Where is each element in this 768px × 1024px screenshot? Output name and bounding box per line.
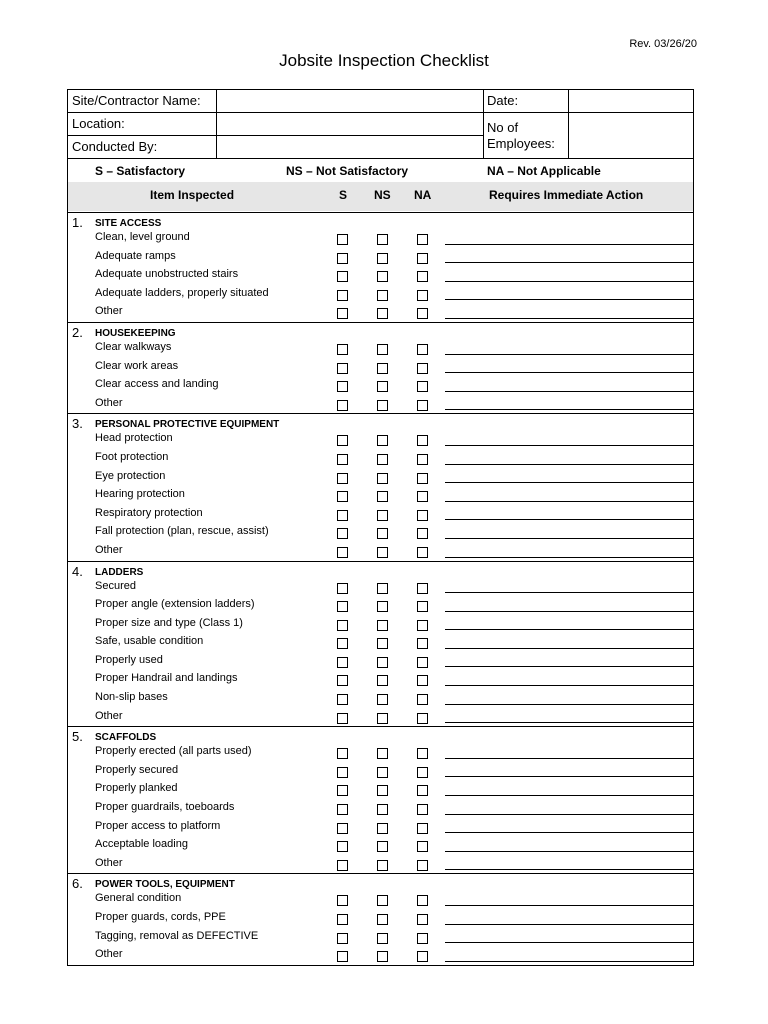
not-applicable-checkbox[interactable] bbox=[417, 767, 428, 778]
item-label: Non-slip bases bbox=[95, 691, 168, 704]
action-line-field[interactable] bbox=[445, 262, 693, 263]
action-line-field[interactable] bbox=[445, 501, 693, 502]
item-label: Other bbox=[95, 396, 123, 409]
item-label: Other bbox=[95, 948, 123, 961]
item-label: Head protection bbox=[95, 432, 173, 445]
satisfactory-checkbox[interactable] bbox=[337, 657, 348, 668]
action-line-field[interactable] bbox=[445, 869, 693, 870]
checklist-row bbox=[68, 689, 693, 708]
not-satisfactory-checkbox[interactable] bbox=[377, 895, 388, 906]
section-title bbox=[68, 414, 693, 430]
satisfactory-checkbox[interactable] bbox=[337, 435, 348, 446]
action-line-field[interactable] bbox=[445, 722, 693, 723]
satisfactory-checkbox[interactable] bbox=[337, 234, 348, 245]
action-line-field[interactable] bbox=[445, 685, 693, 686]
satisfactory-checkbox[interactable] bbox=[337, 400, 348, 411]
checklist-row bbox=[68, 523, 693, 542]
action-line-field[interactable] bbox=[445, 961, 693, 962]
checklist-row bbox=[68, 229, 693, 248]
item-label: Properly used bbox=[95, 653, 163, 666]
satisfactory-checkbox[interactable] bbox=[337, 528, 348, 539]
section-title bbox=[68, 213, 693, 229]
action-line-field[interactable] bbox=[445, 391, 693, 392]
action-line-field[interactable] bbox=[445, 776, 693, 777]
not-satisfactory-checkbox[interactable] bbox=[377, 290, 388, 301]
satisfactory-checkbox[interactable] bbox=[337, 785, 348, 796]
site-contractor-field[interactable] bbox=[220, 93, 478, 111]
divider bbox=[568, 90, 569, 158]
item-label: Hearing protection bbox=[95, 488, 185, 501]
not-satisfactory-checkbox[interactable] bbox=[377, 547, 388, 558]
action-line-field[interactable] bbox=[445, 445, 693, 446]
not-applicable-checkbox[interactable] bbox=[417, 381, 428, 392]
item-label: Adequate ladders, properly situated bbox=[95, 286, 269, 299]
not-satisfactory-checkbox[interactable] bbox=[377, 767, 388, 778]
item-label: Adequate unobstructed stairs bbox=[95, 268, 239, 281]
item-label: Proper access to platform bbox=[95, 819, 221, 832]
not-applicable-checkbox[interactable] bbox=[417, 748, 428, 759]
item-label: Foot protection bbox=[95, 450, 169, 463]
not-applicable-checkbox[interactable] bbox=[417, 344, 428, 355]
checklist-row bbox=[68, 762, 693, 781]
item-label: Proper angle (extension ladders) bbox=[95, 598, 255, 611]
section bbox=[68, 213, 693, 323]
checklist-row bbox=[68, 890, 693, 909]
section-name: PERSONAL PROTECTIVE EQUIPMENT bbox=[95, 419, 280, 431]
not-satisfactory-checkbox[interactable] bbox=[377, 804, 388, 815]
item-label: Other bbox=[95, 305, 123, 318]
not-applicable-checkbox[interactable] bbox=[417, 823, 428, 834]
not-applicable-checkbox[interactable] bbox=[417, 435, 428, 446]
not-applicable-checkbox[interactable] bbox=[417, 657, 428, 668]
item-label: Adequate ramps bbox=[95, 249, 176, 262]
section-name: POWER TOOLS, EQUIPMENT bbox=[95, 879, 235, 891]
divider bbox=[68, 112, 483, 113]
action-line-field[interactable] bbox=[445, 611, 693, 612]
divider bbox=[216, 90, 217, 158]
checklist-row bbox=[68, 615, 693, 634]
section-name: HOUSEKEEPING bbox=[95, 327, 176, 339]
satisfactory-checkbox[interactable] bbox=[337, 860, 348, 871]
section-number: 6. bbox=[72, 876, 83, 892]
checklist-row bbox=[68, 578, 693, 597]
action-line-field[interactable] bbox=[445, 905, 693, 906]
satisfactory-checkbox[interactable] bbox=[337, 363, 348, 374]
header-block bbox=[68, 90, 693, 213]
col-item-inspected: Item Inspected bbox=[150, 188, 235, 202]
action-line-field[interactable] bbox=[445, 519, 693, 520]
action-line-field[interactable] bbox=[445, 464, 693, 465]
action-line-field[interactable] bbox=[445, 281, 693, 282]
checklist-row bbox=[68, 855, 693, 874]
item-label: Proper size and type (Class 1) bbox=[95, 616, 243, 629]
satisfactory-checkbox[interactable] bbox=[337, 308, 348, 319]
col-s: S bbox=[339, 188, 348, 202]
divider bbox=[68, 158, 693, 159]
not-applicable-checkbox[interactable] bbox=[417, 675, 428, 686]
not-applicable-checkbox[interactable] bbox=[417, 638, 428, 649]
satisfactory-checkbox[interactable] bbox=[337, 914, 348, 925]
not-satisfactory-checkbox[interactable] bbox=[377, 510, 388, 521]
not-satisfactory-checkbox[interactable] bbox=[377, 951, 388, 962]
satisfactory-checkbox[interactable] bbox=[337, 748, 348, 759]
satisfactory-checkbox[interactable] bbox=[337, 601, 348, 612]
not-applicable-checkbox[interactable] bbox=[417, 713, 428, 724]
not-satisfactory-checkbox[interactable] bbox=[377, 528, 388, 539]
checklist-row bbox=[68, 248, 693, 267]
checklist-row bbox=[68, 339, 693, 358]
satisfactory-checkbox[interactable] bbox=[337, 344, 348, 355]
not-satisfactory-checkbox[interactable] bbox=[377, 344, 388, 355]
not-satisfactory-checkbox[interactable] bbox=[377, 473, 388, 484]
action-line-field[interactable] bbox=[445, 372, 693, 373]
action-line-field[interactable] bbox=[445, 648, 693, 649]
not-satisfactory-checkbox[interactable] bbox=[377, 860, 388, 871]
not-applicable-checkbox[interactable] bbox=[417, 620, 428, 631]
checklist-sections bbox=[68, 213, 693, 965]
action-line-field[interactable] bbox=[445, 758, 693, 759]
page-title: Jobsite Inspection Checklist bbox=[279, 51, 489, 70]
not-satisfactory-checkbox[interactable] bbox=[377, 253, 388, 264]
date-label: Date: bbox=[487, 93, 519, 108]
not-applicable-checkbox[interactable] bbox=[417, 841, 428, 852]
section-number: 4. bbox=[72, 563, 83, 579]
divider bbox=[483, 112, 693, 113]
checklist-row bbox=[68, 946, 693, 965]
action-line-field[interactable] bbox=[445, 557, 693, 558]
checklist-row bbox=[68, 358, 693, 377]
action-line-field[interactable] bbox=[445, 299, 693, 300]
satisfactory-checkbox[interactable] bbox=[337, 583, 348, 594]
not-satisfactory-checkbox[interactable] bbox=[377, 914, 388, 925]
not-applicable-checkbox[interactable] bbox=[417, 860, 428, 871]
satisfactory-checkbox[interactable] bbox=[337, 638, 348, 649]
checklist-row bbox=[68, 395, 693, 414]
date-field[interactable] bbox=[572, 93, 690, 111]
action-line-field[interactable] bbox=[445, 704, 693, 705]
satisfactory-checkbox[interactable] bbox=[337, 804, 348, 815]
satisfactory-checkbox[interactable] bbox=[337, 454, 348, 465]
not-satisfactory-checkbox[interactable] bbox=[377, 234, 388, 245]
checklist-row bbox=[68, 670, 693, 689]
checklist-row bbox=[68, 633, 693, 652]
not-applicable-checkbox[interactable] bbox=[417, 491, 428, 502]
item-label: Respiratory protection bbox=[95, 506, 203, 519]
employees-field[interactable] bbox=[572, 116, 690, 154]
not-applicable-checkbox[interactable] bbox=[417, 528, 428, 539]
not-applicable-checkbox[interactable] bbox=[417, 510, 428, 521]
item-label: Clear walkways bbox=[95, 340, 172, 353]
section-title bbox=[68, 874, 693, 890]
not-satisfactory-checkbox[interactable] bbox=[377, 601, 388, 612]
item-label: General condition bbox=[95, 892, 182, 905]
action-line-field[interactable] bbox=[445, 851, 693, 852]
satisfactory-checkbox[interactable] bbox=[337, 767, 348, 778]
site-contractor-label: Site/Contractor Name: bbox=[72, 93, 201, 108]
not-applicable-checkbox[interactable] bbox=[417, 583, 428, 594]
satisfactory-checkbox[interactable] bbox=[337, 491, 348, 502]
action-line-field[interactable] bbox=[445, 538, 693, 539]
satisfactory-checkbox[interactable] bbox=[337, 290, 348, 301]
section bbox=[68, 727, 693, 874]
checklist-row bbox=[68, 505, 693, 524]
item-label: Other bbox=[95, 543, 123, 556]
action-line-field[interactable] bbox=[445, 629, 693, 630]
not-satisfactory-checkbox[interactable] bbox=[377, 694, 388, 705]
column-header bbox=[68, 182, 693, 211]
checklist-row bbox=[68, 743, 693, 762]
action-line-field[interactable] bbox=[445, 666, 693, 667]
satisfactory-checkbox[interactable] bbox=[337, 271, 348, 282]
item-label: Proper guards, cords, PPE bbox=[95, 911, 226, 923]
section bbox=[68, 874, 693, 964]
col-na: NA bbox=[414, 188, 432, 202]
not-applicable-checkbox[interactable] bbox=[417, 363, 428, 374]
action-line-field[interactable] bbox=[445, 795, 693, 796]
checklist-row bbox=[68, 799, 693, 818]
location-field[interactable] bbox=[220, 116, 478, 134]
not-satisfactory-checkbox[interactable] bbox=[377, 823, 388, 834]
not-satisfactory-checkbox[interactable] bbox=[377, 841, 388, 852]
revision-date: Rev. 03/26/20 bbox=[629, 38, 697, 50]
satisfactory-checkbox[interactable] bbox=[337, 253, 348, 264]
action-line-field[interactable] bbox=[445, 354, 693, 355]
divider bbox=[68, 135, 216, 136]
checklist-row bbox=[68, 303, 693, 322]
satisfactory-checkbox[interactable] bbox=[337, 694, 348, 705]
satisfactory-checkbox[interactable] bbox=[337, 895, 348, 906]
col-requires-action: Requires Immediate Action bbox=[489, 188, 644, 202]
checklist-row bbox=[68, 596, 693, 615]
action-line-field[interactable] bbox=[445, 814, 693, 815]
not-satisfactory-checkbox[interactable] bbox=[377, 583, 388, 594]
satisfactory-checkbox[interactable] bbox=[337, 547, 348, 558]
satisfactory-checkbox[interactable] bbox=[337, 841, 348, 852]
section bbox=[68, 562, 693, 728]
not-applicable-checkbox[interactable] bbox=[417, 473, 428, 484]
not-satisfactory-checkbox[interactable] bbox=[377, 381, 388, 392]
checklist-row bbox=[68, 780, 693, 799]
item-label: Other bbox=[95, 856, 123, 869]
not-applicable-checkbox[interactable] bbox=[417, 253, 428, 264]
satisfactory-checkbox[interactable] bbox=[337, 620, 348, 631]
checklist-row bbox=[68, 266, 693, 285]
section-name: SCAFFOLDS bbox=[95, 732, 157, 744]
checklist-row bbox=[68, 449, 693, 468]
legend-not-satisfactory: NS – Not Satisfactory bbox=[286, 164, 409, 178]
checklist-row bbox=[68, 285, 693, 304]
not-applicable-checkbox[interactable] bbox=[417, 308, 428, 319]
section bbox=[68, 414, 693, 561]
section-name: SITE ACCESS bbox=[95, 218, 162, 229]
section bbox=[68, 323, 693, 414]
not-applicable-checkbox[interactable] bbox=[417, 914, 428, 925]
item-label: Safe, usable condition bbox=[95, 635, 204, 648]
item-label: Properly secured bbox=[95, 763, 179, 776]
not-applicable-checkbox[interactable] bbox=[417, 601, 428, 612]
not-satisfactory-checkbox[interactable] bbox=[377, 491, 388, 502]
item-label: Properly erected (all parts used) bbox=[95, 745, 252, 758]
employees-label: No of Employees: bbox=[487, 120, 555, 151]
not-applicable-checkbox[interactable] bbox=[417, 234, 428, 245]
not-satisfactory-checkbox[interactable] bbox=[377, 308, 388, 319]
section-number: 5. bbox=[72, 729, 83, 745]
item-label: Clear access and landing bbox=[95, 378, 219, 391]
action-line-field[interactable] bbox=[445, 482, 693, 483]
item-label: Clear work areas bbox=[95, 359, 179, 372]
satisfactory-checkbox[interactable] bbox=[337, 933, 348, 944]
satisfactory-checkbox[interactable] bbox=[337, 473, 348, 484]
checklist-row bbox=[68, 652, 693, 671]
not-applicable-checkbox[interactable] bbox=[417, 271, 428, 282]
legend-not-applicable: NA – Not Applicable bbox=[487, 164, 601, 178]
satisfactory-checkbox[interactable] bbox=[337, 823, 348, 834]
section-number: 3. bbox=[72, 416, 83, 432]
checklist-row bbox=[68, 708, 693, 727]
checklist-row bbox=[68, 928, 693, 947]
location-label: Location: bbox=[72, 116, 125, 131]
checklist-row bbox=[68, 468, 693, 487]
not-applicable-checkbox[interactable] bbox=[417, 785, 428, 796]
action-line-field[interactable] bbox=[445, 924, 693, 925]
action-line-field[interactable] bbox=[445, 832, 693, 833]
not-applicable-checkbox[interactable] bbox=[417, 454, 428, 465]
item-label: Tagging, removal as DEFECTIVE bbox=[95, 929, 259, 942]
not-satisfactory-checkbox[interactable] bbox=[377, 657, 388, 668]
not-satisfactory-checkbox[interactable] bbox=[377, 620, 388, 631]
action-line-field[interactable] bbox=[445, 318, 693, 319]
section-title bbox=[68, 323, 693, 339]
not-satisfactory-checkbox[interactable] bbox=[377, 454, 388, 465]
section-number: 2. bbox=[72, 324, 83, 340]
action-line-field[interactable] bbox=[445, 244, 693, 245]
inspection-form bbox=[67, 89, 694, 966]
not-applicable-checkbox[interactable] bbox=[417, 951, 428, 962]
action-line-field[interactable] bbox=[445, 592, 693, 593]
checklist-row bbox=[68, 542, 693, 561]
item-label: Other bbox=[95, 709, 123, 722]
item-label: Clean, level ground bbox=[95, 231, 190, 243]
checklist-row bbox=[68, 818, 693, 837]
item-label: Proper guardrails, toeboards bbox=[95, 801, 235, 814]
not-applicable-checkbox[interactable] bbox=[417, 804, 428, 815]
checklist-row bbox=[68, 836, 693, 855]
not-satisfactory-checkbox[interactable] bbox=[377, 675, 388, 686]
section-title bbox=[68, 727, 693, 743]
not-satisfactory-checkbox[interactable] bbox=[377, 713, 388, 724]
not-applicable-checkbox[interactable] bbox=[417, 547, 428, 558]
section-name: LADDERS bbox=[95, 566, 144, 578]
not-applicable-checkbox[interactable] bbox=[417, 694, 428, 705]
satisfactory-checkbox[interactable] bbox=[337, 951, 348, 962]
item-label: Eye protection bbox=[95, 469, 166, 482]
section-title bbox=[68, 562, 693, 578]
action-line-field[interactable] bbox=[445, 942, 693, 943]
not-satisfactory-checkbox[interactable] bbox=[377, 638, 388, 649]
not-applicable-checkbox[interactable] bbox=[417, 290, 428, 301]
not-satisfactory-checkbox[interactable] bbox=[377, 748, 388, 759]
conducted-by-label: Conducted By: bbox=[72, 139, 158, 154]
satisfactory-checkbox[interactable] bbox=[337, 713, 348, 724]
not-satisfactory-checkbox[interactable] bbox=[377, 933, 388, 944]
not-satisfactory-checkbox[interactable] bbox=[377, 785, 388, 796]
item-label: Secured bbox=[95, 579, 136, 592]
col-ns: NS bbox=[374, 188, 391, 202]
satisfactory-checkbox[interactable] bbox=[337, 381, 348, 392]
not-satisfactory-checkbox[interactable] bbox=[377, 435, 388, 446]
satisfactory-checkbox[interactable] bbox=[337, 510, 348, 521]
item-label: Fall protection (plan, rescue, assist) bbox=[95, 525, 269, 538]
checklist-row bbox=[68, 376, 693, 395]
checklist-row bbox=[68, 909, 693, 928]
legend-satisfactory: S – Satisfactory bbox=[95, 164, 186, 178]
action-line-field[interactable] bbox=[445, 409, 693, 410]
conducted-by-field[interactable] bbox=[220, 139, 478, 157]
not-applicable-checkbox[interactable] bbox=[417, 933, 428, 944]
item-label: Proper Handrail and landings bbox=[95, 672, 238, 685]
checklist-row bbox=[68, 486, 693, 505]
divider bbox=[216, 135, 483, 136]
not-satisfactory-checkbox[interactable] bbox=[377, 271, 388, 282]
satisfactory-checkbox[interactable] bbox=[337, 675, 348, 686]
item-label: Acceptable loading bbox=[95, 838, 188, 851]
section-number: 1. bbox=[72, 215, 83, 230]
item-label: Properly planked bbox=[95, 782, 178, 795]
checklist-row bbox=[68, 430, 693, 449]
not-satisfactory-checkbox[interactable] bbox=[377, 400, 388, 411]
not-applicable-checkbox[interactable] bbox=[417, 400, 428, 411]
not-satisfactory-checkbox[interactable] bbox=[377, 363, 388, 374]
not-applicable-checkbox[interactable] bbox=[417, 895, 428, 906]
